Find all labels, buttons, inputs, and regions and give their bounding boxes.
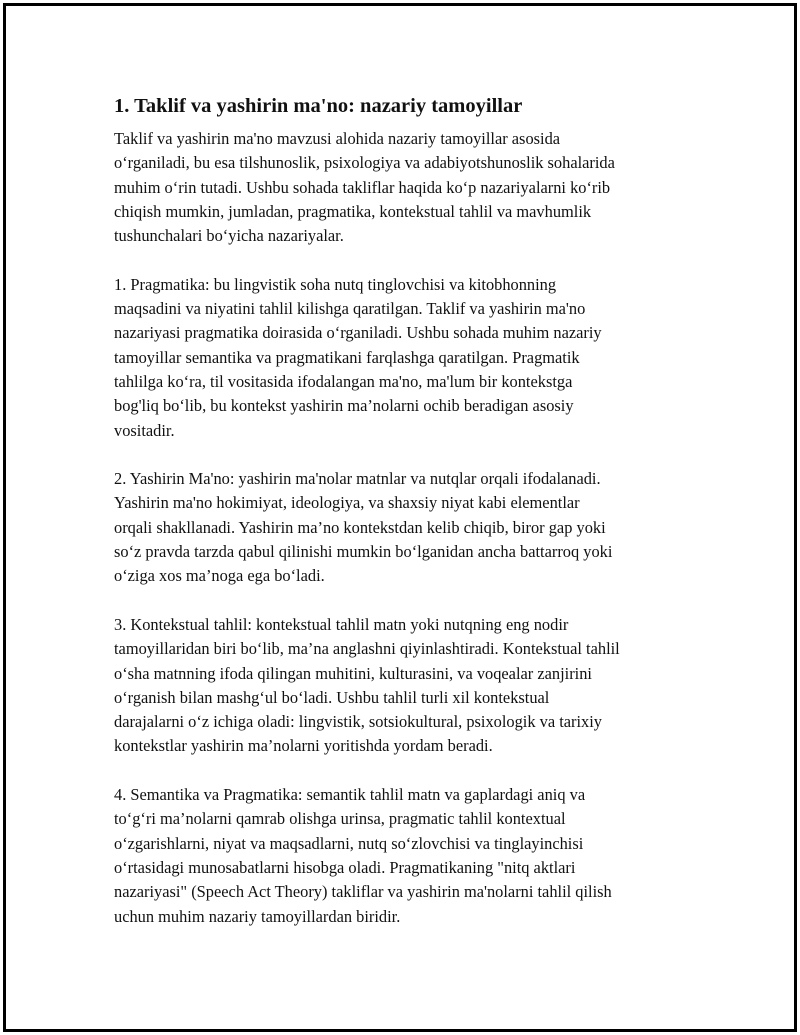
paragraph-intro: Taklif va yashirin ma'no mavzusi alohida nazariy tamoyillar asosida o‘rganiladi, bu esa tilshunoslik, psixologiya va adabiyotshunoslik sohalarida muhim o‘rin tutadi. Ushbu sohada takliflar haqida ko‘p nazariyalarni ko‘rib chiqish mumkin, jumladan, pragmatika, kontekstual tahlil va mavhumlik tushunchalari bo‘yicha nazariyalar. xyxy=(114,129,615,246)
document-title: 1. Taklif va yashirin ma'no: nazariy tamoyillar xyxy=(114,95,523,117)
paragraph-pragmatika: 1. Pragmatika: bu lingvistik soha nutq tinglovchisi va kitobhonning maqsadini va niyatini tahlil kilishga qaratilgan. Taklif va yashirin ma'no nazariyasi pragmatika doirasida o‘rganiladi. Ushbu sohada muhim nazariy tamoyillar semantika va pragmatikani farqlashga qaratilgan. Pragmatik tahlilga ko‘ra, til vositasida ifodalangan ma'no, ma'lum bir kontekstga bog'liq bo‘lib, bu kontekst yashirin ma’nolarni ochib beradigan asosiy vositadir. xyxy=(114,274,602,440)
paragraph-kontekstual-tahlil: 3. Kontekstual tahlil: kontekstual tahlil matn yoki nutqning eng nodir tamoyillaridan biri bo‘lib, ma’na anglashni qiyinlashtiradi. Kontekstual tahlil o‘sha matnning ifoda qilingan muhitini, kulturasini, va voqealar zanjirini o‘rganish bilan mashg‘ul bo‘ladi. Ushbu tahlil turli xil kontekstual darajalarni o‘z ichiga oladi: lingvistik, sotsiokultural, psixologik va tarixiy kontekstlar yashirin ma’nolarni yoritishda yordam beradi. xyxy=(114,614,620,756)
document-body xyxy=(114,92,694,953)
paragraph-yashirin-mano: 2. Yashirin Ma'no: yashirin ma'nolar matnlar va nutqlar orqali ifodalanadi. Yashirin ma'no hokimiyat, ideologiya, va shaxsiy niyat kabi elementlar orqali shakllanadi. Yashirin ma’no kontekstdan kelib chiqib, biror gap yoki so‘z pravda tarzda qabul qilinishi mumkin bo‘lganidan ancha battarroq yoki o‘ziga xos ma’noga ega bo‘ladi. xyxy=(114,469,613,586)
paragraph-semantika-pragmatika: 4. Semantika va Pragmatika: semantik tahlil matn va gaplardagi aniq va to‘g‘ri ma’nolarni qamrab olishga urinsa, pragmatic tahlil kontextual o‘zgarishlarni, niyat va maqsadlarni, nutq so‘zlovchisi va tinglayinchisi o‘rtasidagi munosabatlarni hisobga oladi. Pragmatikaning "nitq aktlari nazariyasi" (Speech Act Theory) takliflar va yashirin ma'nolarni tahlil qilish uchun muhim nazariy tamoyillardan biridir. xyxy=(114,785,612,926)
